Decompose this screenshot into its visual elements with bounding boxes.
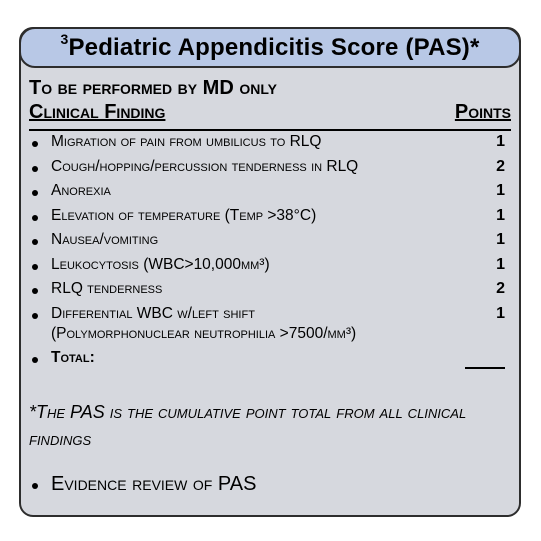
title-superscript: 3	[60, 31, 69, 47]
finding-label: Anorexia	[51, 182, 111, 199]
bullet-icon	[32, 264, 38, 270]
finding-label: Cough/hopping/percussion tenderness in RLQ	[51, 157, 359, 175]
table-header	[29, 101, 511, 131]
bullet-icon	[32, 215, 38, 221]
finding-points: 1	[496, 206, 505, 224]
finding-row	[29, 182, 505, 207]
finding-label: Elevation of temperature (Temp >38°C)	[51, 206, 317, 224]
finding-row	[29, 256, 505, 281]
bullet-icon	[32, 239, 38, 245]
bullet-icon	[32, 190, 38, 196]
finding-row	[29, 305, 505, 349]
finding-row	[29, 280, 505, 305]
pas-card	[19, 27, 521, 517]
finding-row	[29, 207, 505, 232]
title-banner	[19, 27, 521, 68]
header-points: Points	[454, 101, 511, 123]
evidence-review-item[interactable]	[29, 473, 256, 496]
header-clinical-finding: Clinical Finding	[29, 101, 166, 123]
finding-label: Nausea/vomiting	[51, 231, 159, 248]
footnote: *The PAS is the cumulative point total from all clinical findings	[29, 402, 467, 449]
total-row	[29, 349, 505, 374]
findings-list	[29, 133, 505, 373]
bullet-icon	[32, 288, 38, 294]
bullet-icon	[32, 141, 38, 147]
finding-row	[29, 158, 505, 183]
bullet-icon	[32, 166, 38, 172]
bullet-icon	[32, 313, 38, 319]
total-label: Total:	[51, 348, 95, 366]
finding-label: Migration of pain from umbilicus to RLQ	[51, 133, 322, 150]
card-title	[60, 33, 479, 62]
finding-points: 1	[496, 182, 505, 199]
finding-points: 1	[496, 133, 505, 150]
bullet-icon	[32, 357, 38, 363]
finding-row	[29, 231, 505, 256]
finding-sublabel: (Polymorphonuclear neutrophilia >7500/mm³)	[51, 324, 357, 342]
finding-points: 1	[496, 255, 505, 273]
total-blank-line	[465, 367, 505, 369]
bullet-icon	[32, 483, 38, 489]
finding-points: 1	[496, 231, 505, 248]
evidence-review-link[interactable]: Evidence review of PAS	[51, 473, 257, 495]
finding-points: 1	[496, 304, 505, 322]
instruction-text: To be performed by MD only	[29, 77, 277, 99]
title-text: Pediatric Appendicitis Score (PAS)*	[68, 34, 480, 61]
finding-label: RLQ tenderness	[51, 280, 163, 297]
finding-label: Leukocytosis (WBC>10,000mm³)	[51, 255, 270, 273]
finding-points: 2	[496, 280, 505, 297]
finding-points: 2	[496, 157, 505, 175]
finding-row	[29, 133, 505, 158]
finding-label: Differential WBC w/left shift	[51, 304, 255, 322]
